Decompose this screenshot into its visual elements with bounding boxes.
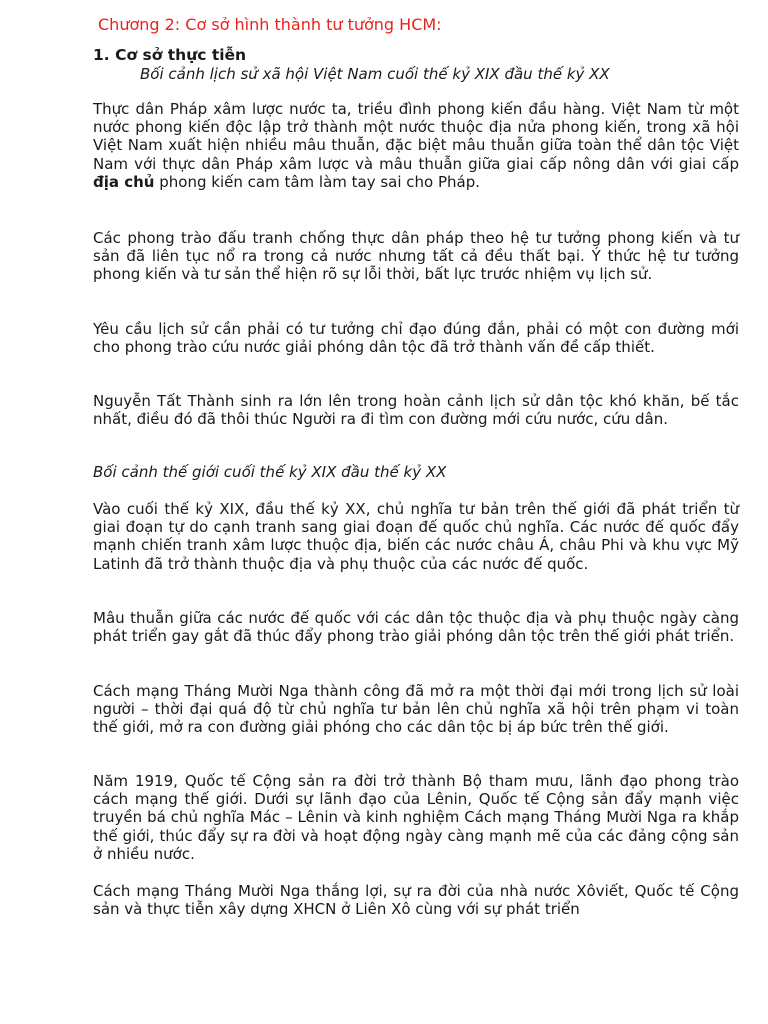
paragraph-1 — [93, 100, 739, 191]
section-heading: 1. Cơ sở thực tiễn — [93, 46, 247, 64]
paragraph-1-bold-term: địa chủ — [93, 172, 155, 191]
paragraph-6: Mâu thuẫn giữa các nước đế quốc với các dân tộc thuộc địa và phụ thuộc ngày càng phát triển gay gắt đã thúc đẩy phong trào giải phóng dân tộc trên thế giới phát triển. — [93, 609, 739, 646]
paragraph-1-text-b: phong kiến cam tâm làm tay sai cho Pháp. — [159, 172, 481, 191]
paragraph-1-text-a: Thực dân Pháp xâm lược nước ta, triều đình phong kiến đầu hàng. Việt Nam từ một nước phong kiến độc lập trở thành một nước thuộc địa nửa phong kiến, trong xã hội Việt Nam xuất hiện nhiều mâu thuẫn, đặc biệt mâu thuẫn giữa toàn thể dân tộc Việt Nam với thực dân Pháp xâm lược và mâu thuẫn giữa giai cấp nông dân với giai cấp — [93, 100, 739, 173]
paragraph-5: Vào cuối thế kỷ XIX, đầu thế kỷ XX, chủ nghĩa tư bản trên thế giới đã phát triển từ giai đoạn tự do cạnh tranh sang giai đoạn đế quốc chủ nghĩa. Các nước đế quốc đẩy mạnh chiến tranh xâm lược thuộc địa, biến các nước châu Á, châu Phi và khu vực Mỹ Latinh đã trở thành thuộc địa và phụ thuộc của các nước đế quốc. — [93, 500, 739, 573]
paragraph-7: Cách mạng Tháng Mười Nga thành công đã mở ra một thời đại mới trong lịch sử loài người – thời đại quá độ từ chủ nghĩa tư bản lên chủ nghĩa xã hội trên phạm vi toàn thế giới, mở ra con đường giải phóng cho các dân tộc bị áp bức trên thế giới. — [93, 682, 739, 737]
paragraph-8: Năm 1919, Quốc tế Cộng sản ra đời trở thành Bộ tham mưu, lãnh đạo phong trào cách mạng thế giới. Dưới sự lãnh đạo của Lênin, Quốc tế Cộng sản đẩy mạnh việc truyền bá chủ nghĩa Mác – Lênin và kinh nghiệm Cách mạng Tháng Mười Nga ra khắp thế giới, thúc đẩy sự ra đời và hoạt động ngày càng mạnh mẽ của các đảng cộng sản ở nhiều nước. — [93, 772, 739, 863]
subheading-vietnam-context: Bối cảnh lịch sử xã hội Việt Nam cuối thế kỷ XIX đầu thế kỷ XX — [140, 65, 610, 83]
paragraph-4: Nguyễn Tất Thành sinh ra lớn lên trong hoàn cảnh lịch sử dân tộc khó khăn, bế tắc nhất, điều đó đã thôi thúc Người ra đi tìm con đường mới cứu nước, cứu dân. — [93, 392, 739, 429]
paragraph-9: Cách mạng Tháng Mười Nga thắng lợi, sự ra đời của nhà nước Xôviết, Quốc tế Cộng sản và thực tiễn xây dựng XHCN ở Liên Xô cùng với sự phát triển — [93, 882, 739, 919]
paragraph-3: Yêu cầu lịch sử cần phải có tư tưởng chỉ đạo đúng đắn, phải có một con đường mới cho phong trào cứu nước giải phóng dân tộc đã trở thành vấn đề cấp thiết. — [93, 320, 739, 357]
subheading-world-context: Bối cảnh thế giới cuối thế kỷ XIX đầu thế kỷ XX — [93, 463, 447, 481]
chapter-title: Chương 2: Cơ sở hình thành tư tưởng HCM: — [98, 15, 442, 34]
paragraph-2: Các phong trào đấu tranh chống thực dân pháp theo hệ tư tưởng phong kiến và tư sản đã liên tục nổ ra trong cả nước nhưng tất cả đều thất bại. Ý thức hệ tư tưởng phong kiến và tư sản thể hiện rõ sự lỗi thời, bất lực trước nhiệm vụ lịch sử. — [93, 229, 739, 284]
